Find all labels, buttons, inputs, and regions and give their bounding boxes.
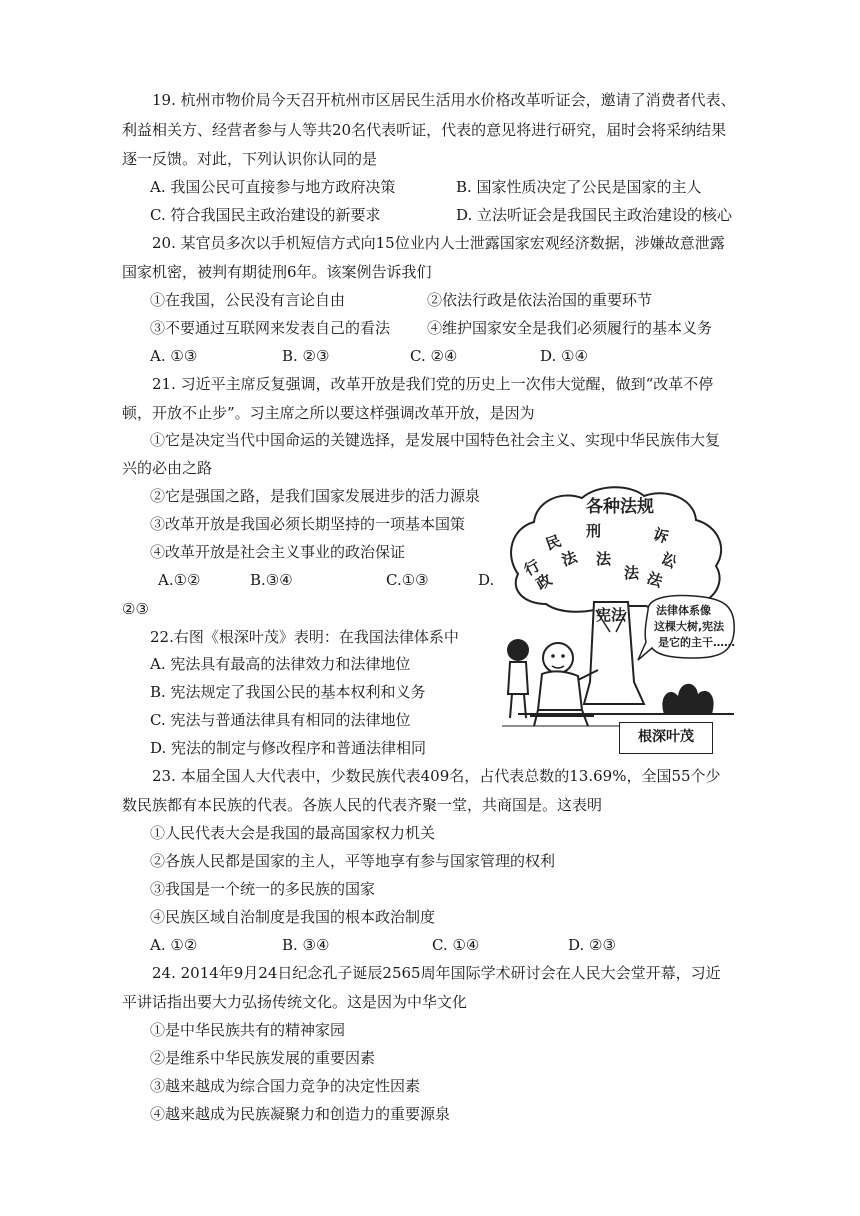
shrub (662, 684, 713, 714)
q20-statement-1: ①在我国，公民没有言论自由 (150, 291, 346, 309)
q23-option-d: D. ②③ (568, 936, 616, 954)
q24-statement-3: ③越来越成为综合国力竞争的决定性因素 (150, 1077, 421, 1095)
q23-stem-line1: 23. 本届全国人大代表中，少数民族代表409名，占代表总数的13.69%，全国55个少 (152, 767, 721, 785)
q22-option-d: D. 宪法的制定与修改程序和普通法律相同 (150, 739, 427, 757)
q22-option-a: A. 宪法具有最高的法律效力和法律地位 (150, 655, 411, 673)
q20-option-c: C. ②④ (410, 347, 458, 365)
branch-char-6: 法 (559, 547, 580, 570)
q20-statement-2: ②依法行政是依法治国的重要环节 (427, 291, 653, 309)
q23-stem-line2: 数民族都有本民族的代表。各族人民的代表齐聚一堂，共商国是。这表明 (122, 796, 603, 814)
branch-char-4: 诉 (650, 524, 671, 547)
q22-option-c: C. 宪法与普通法律具有相同的法律地位 (150, 711, 411, 729)
q19-stem-line3: 逐一反馈。对此，下列认识你认同的是 (122, 150, 378, 168)
q19-option-a: A. 我国公民可直接参与地方政府决策 (150, 178, 396, 196)
cartoon-caption: 根深叶茂 (619, 722, 713, 754)
q21-option-a: A.①② (158, 571, 201, 589)
q20-stem-line2: 国家机密，被判有期徒刑6年。该案例告诉我们 (122, 263, 432, 281)
branch-char-7: 法 (596, 550, 612, 568)
q21-option-d-continued: ②③ (122, 600, 149, 618)
branch-char-9: 法 (624, 564, 640, 582)
branch-char-10: 法 (644, 568, 665, 591)
q20-option-a: A. ①③ (150, 347, 198, 365)
q23-option-a: A. ①② (150, 936, 198, 954)
branch-char-1: 行 (521, 556, 544, 580)
q21-statement-4: ④改革开放是社会主义事业的政治保证 (150, 543, 406, 561)
q23-option-c: C. ①④ (432, 936, 480, 954)
q23-statement-2: ②各族人民都是国家的主人，平等地享有参与国家管理的权利 (150, 852, 556, 870)
q21-stem-line1: 21. 习近平主席反复强调，改革开放是我们党的历史上一次伟大觉醒，做到“改革不停 (152, 375, 714, 393)
q22-option-b: B. 宪法规定了我国公民的基本权利和义务 (150, 683, 426, 701)
q24-stem-line1: 24. 2014年9月24日纪念孔子诞辰2565周年国际学术研讨会在人民大会堂开幕，习近 (152, 964, 721, 982)
q24-stem-line2: 平讲话指出要大力弘扬传统文化。这是因为中华文化 (122, 993, 468, 1011)
branch-char-8: 讼 (658, 549, 680, 572)
q21-stem-line2: 顿，开放不止步”。习主席之所以要这样强调改革开放，是因为 (122, 404, 535, 422)
q21-option-c: C.①③ (386, 571, 429, 589)
bubble-text-line1: 法律体系像 (656, 604, 711, 617)
q20-statement-4: ④维护国家安全是我们必须履行的基本义务 (427, 319, 713, 337)
branch-char-3: 刑 (586, 522, 602, 540)
q22-stem: 22.右图《根深叶茂》表明：在我国法律体系中 (150, 628, 459, 646)
trunk-label: 宪法 (596, 606, 627, 624)
child-figure (507, 639, 529, 718)
q20-stem-line1: 20. 某官员多次以手机短信方式向15位业内人士泄露国家宏观经济数据，涉嫌故意泄露 (152, 234, 725, 252)
q20-statement-3: ③不要通过互联网来发表自己的看法 (150, 319, 391, 337)
bubble-text-line3: 是它的主干…… (658, 636, 735, 649)
q21-statement-1a: ①它是决定当代中国命运的关键选择，是发展中国特色社会主义、实现中华民族伟大复 (150, 431, 721, 449)
q23-option-b: B. ③④ (282, 936, 330, 954)
q23-statement-3: ③我国是一个统一的多民族的国家 (150, 880, 376, 898)
cartoon-tree-illustration (498, 482, 738, 760)
q21-statement-2: ②它是强国之路，是我们国家发展进步的活力源泉 (150, 487, 481, 505)
branch-char-2: 民 (543, 531, 564, 554)
q24-statement-1: ①是中华民族共有的精神家园 (150, 1021, 346, 1039)
q21-option-b: B.③④ (250, 571, 293, 589)
q19-option-d: D. 立法听证会是我国民主政治建设的核心 (456, 206, 733, 224)
bubble-text-line2: 这棵大树,宪法 (654, 620, 725, 633)
q24-statement-4: ④越来越成为民族凝聚力和创造力的重要源泉 (150, 1105, 451, 1123)
q20-option-b: B. ②③ (282, 347, 330, 365)
q20-option-d: D. ①④ (540, 347, 588, 365)
q24-statement-2: ②是维系中华民族发展的重要因素 (150, 1049, 376, 1067)
q21-statement-1b: 兴的必由之路 (122, 459, 213, 477)
q21-option-d: D. (478, 571, 495, 589)
q23-statement-4: ④民族区域自治制度是我国的根本政治制度 (150, 908, 436, 926)
crown-label: 各种法规 (586, 497, 654, 517)
q19-stem-line1: 19. 杭州市物价局今天召开杭州市区居民生活用水价格改革听证会，邀请了消费者代表、 (152, 91, 736, 109)
q23-statement-1: ①人民代表大会是我国的最高国家权力机关 (150, 824, 436, 842)
branch-char-5: 政 (533, 570, 556, 594)
q19-stem-line2: 利益相关方、经营者参与人等共20名代表听证，代表的意见将进行研究，届时会将采纳结果 (122, 121, 727, 139)
q19-option-c: C. 符合我国民主政治建设的新要求 (150, 206, 381, 224)
q21-statement-3: ③改革开放是我国必须长期坚持的一项基本国策 (150, 515, 466, 533)
q19-option-b: B. 国家性质决定了公民是国家的主人 (456, 178, 702, 196)
